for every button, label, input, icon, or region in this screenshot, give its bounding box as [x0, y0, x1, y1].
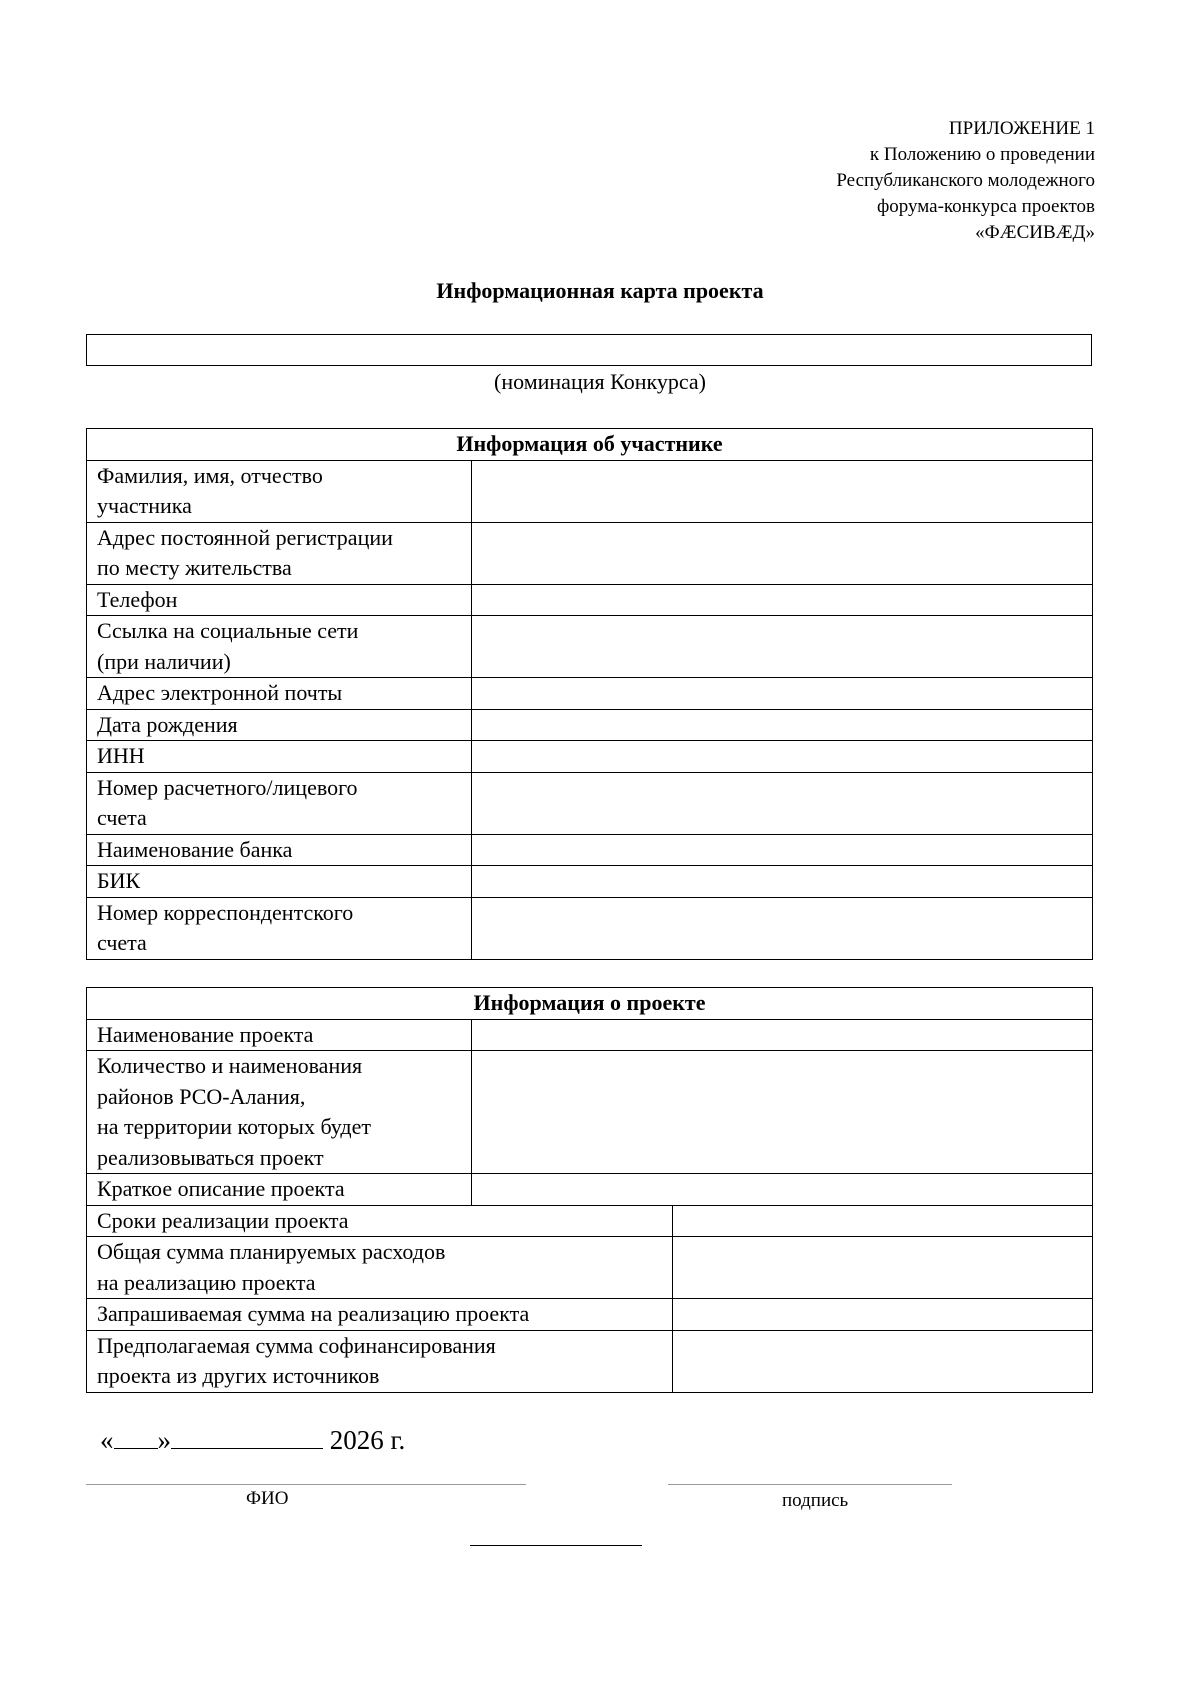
table-row — [87, 1174, 1093, 1206]
label-line: Фамилия, имя, отчество — [97, 462, 323, 488]
field-label: БИК — [87, 866, 472, 898]
bank-name-field[interactable] — [472, 834, 1093, 866]
inn-field[interactable] — [472, 741, 1093, 773]
label-line: счета — [97, 805, 147, 830]
cofinancing-amount-field[interactable] — [673, 1330, 1093, 1392]
page-title: Информационная карта проекта — [436, 278, 764, 303]
correspondent-account-field[interactable] — [472, 897, 1093, 959]
field-label — [87, 1237, 673, 1299]
field-label: Запрашиваемая сумма на реализацию проекта — [87, 1299, 673, 1331]
signature-line[interactable] — [668, 1484, 952, 1485]
fio-caption: ФИО — [246, 1488, 289, 1509]
table-row — [87, 741, 1093, 773]
label-line: на территории которых будет — [97, 1114, 371, 1139]
table-row — [87, 678, 1093, 710]
date-line — [100, 1425, 405, 1456]
field-label — [87, 897, 472, 959]
signature-caption: подпись — [782, 1490, 849, 1511]
email-field[interactable] — [472, 678, 1093, 710]
nomination-caption: (номинация Конкурса) — [494, 369, 706, 394]
field-label: Наименование проекта — [87, 1019, 472, 1051]
table-row — [87, 772, 1093, 834]
label-line: реализовываться проект — [97, 1144, 324, 1170]
appendix-line: форума-конкурса проектов — [876, 196, 1095, 217]
date-close-quote: » — [157, 1425, 171, 1455]
full-name-field[interactable] — [472, 460, 1093, 522]
field-label — [87, 1330, 673, 1392]
table-row — [87, 834, 1093, 866]
label-line: Количество и наименования — [97, 1053, 363, 1078]
date-year: 2026 г. — [329, 1425, 406, 1455]
field-label: Телефон — [87, 584, 472, 616]
appendix-line: ПРИЛОЖЕНИЕ 1 — [948, 118, 1095, 139]
table-row — [87, 1299, 1093, 1331]
label-line: Номер корреспондентского — [97, 899, 354, 925]
table-row — [87, 866, 1093, 898]
day-field[interactable] — [114, 1426, 158, 1449]
label-line: Общая сумма планируемых расходов — [97, 1239, 446, 1264]
label-line: проекта из других источников — [97, 1363, 380, 1388]
field-label: Краткое описание проекта — [87, 1174, 472, 1206]
districts-field[interactable] — [472, 1051, 1093, 1174]
table-row — [87, 1205, 1093, 1237]
table-row — [87, 584, 1093, 616]
field-label — [87, 460, 472, 522]
bik-field[interactable] — [472, 866, 1093, 898]
label-line: Номер расчетного/лицевого — [97, 774, 358, 800]
account-number-field[interactable] — [472, 772, 1093, 834]
table-row — [87, 1330, 1093, 1392]
participant-table-header: Информация об участнике — [87, 429, 1093, 461]
table-row — [87, 460, 1093, 522]
field-label: ИНН — [87, 741, 472, 773]
total-budget-field[interactable] — [673, 1237, 1093, 1299]
label-line: Предполагаемая сумма софинансирования — [97, 1332, 496, 1358]
field-label — [87, 616, 472, 678]
field-label — [87, 522, 472, 584]
birth-date-field[interactable] — [472, 709, 1093, 741]
table-row — [87, 616, 1093, 678]
label-line: (при наличии) — [97, 648, 231, 674]
requested-amount-field[interactable] — [673, 1299, 1093, 1331]
field-label: Дата рождения — [87, 709, 472, 741]
field-label: Наименование банка — [87, 834, 472, 866]
date-open-quote: « — [100, 1425, 114, 1455]
field-label: Адрес электронной почты — [87, 678, 472, 710]
project-timeline-field[interactable] — [673, 1205, 1093, 1237]
field-label — [87, 1051, 472, 1174]
project-name-field[interactable] — [472, 1019, 1093, 1051]
project-table — [86, 987, 1093, 1393]
nomination-field[interactable] — [86, 334, 1092, 366]
label-line: по месту жительства — [97, 555, 292, 580]
table-row — [87, 709, 1093, 741]
phone-field[interactable] — [472, 584, 1093, 616]
address-field[interactable] — [472, 522, 1093, 584]
table-row — [87, 1237, 1093, 1299]
social-links-field[interactable] — [472, 616, 1093, 678]
participant-table — [86, 428, 1093, 960]
label-line: Ссылка на социальные сети — [97, 618, 359, 643]
field-label — [87, 772, 472, 834]
table-row — [87, 1019, 1093, 1051]
appendix-line: к Положению о проведении — [869, 144, 1095, 165]
label-line: Адрес постоянной регистрации — [97, 524, 393, 550]
appendix-header — [836, 116, 1095, 246]
label-line: участника — [97, 493, 192, 518]
project-table-header: Информация о проекте — [87, 988, 1093, 1020]
table-row — [87, 522, 1093, 584]
field-label: Сроки реализации проекта — [87, 1205, 673, 1237]
appendix-line: Республиканского молодежного — [836, 170, 1095, 191]
label-line: районов РСО-Алания, — [97, 1083, 306, 1109]
label-line: на реализацию проекта — [97, 1269, 316, 1295]
appendix-line: «ФÆСИВÆД» — [975, 222, 1095, 243]
fio-line[interactable] — [86, 1484, 526, 1485]
table-row — [87, 1051, 1093, 1174]
month-field[interactable] — [171, 1426, 323, 1449]
project-description-field[interactable] — [472, 1174, 1093, 1206]
bottom-rule — [470, 1545, 642, 1546]
table-row — [87, 897, 1093, 959]
label-line: счета — [97, 930, 147, 955]
